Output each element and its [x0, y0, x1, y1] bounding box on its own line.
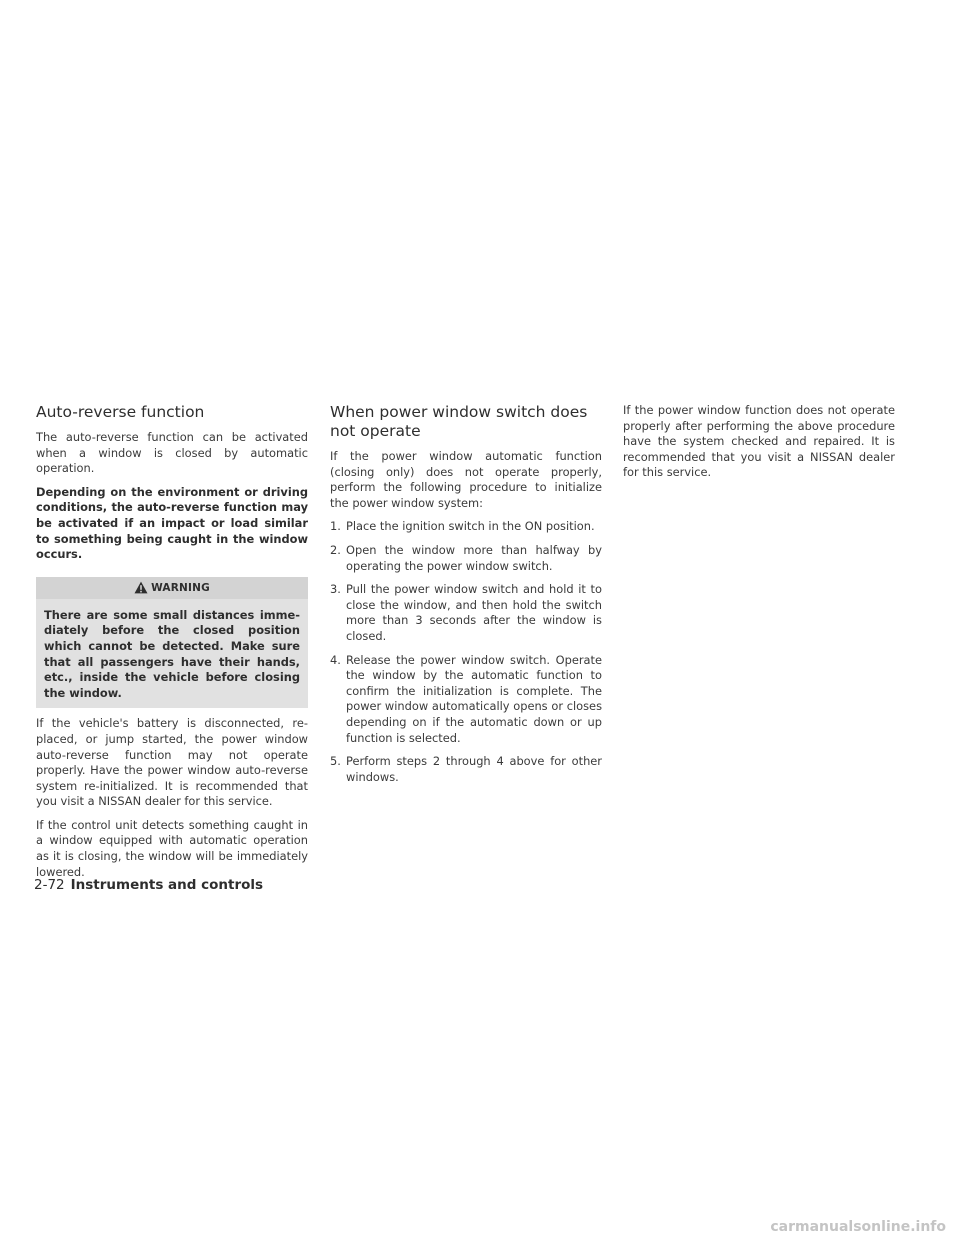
- section-heading-switch-not-operate: When power window switch does not operate: [330, 403, 588, 440]
- warning-title: WARNING: [151, 581, 210, 594]
- section-heading-auto-reverse: Auto-reverse function: [36, 403, 205, 421]
- step-number: 2.: [330, 542, 341, 557]
- step-text: Place the ignition switch in the ON position.: [346, 519, 595, 534]
- list-item: [330, 543, 602, 574]
- list-item: [330, 519, 602, 535]
- step-number: 4.: [330, 652, 341, 667]
- footer-section-title: Instruments and controls: [70, 877, 264, 893]
- initialization-steps: [330, 519, 602, 785]
- warning-text: There are some small distances immediately before the closed position which cannot be detected. Make sure that all passengers have their hands, etc., inside the vehicle before closing the window.: [44, 607, 300, 700]
- column-left: [36, 403, 308, 888]
- step-text: Perform steps 2 through 4 above for other windows.: [346, 754, 602, 784]
- list-item: [330, 653, 602, 747]
- closing-paragraph: If the power window function does not operate properly after performing the above procedure have the system checked and repaired. It is recommended that you visit a NISSAN dealer for this service.: [623, 403, 895, 480]
- auto-reverse-bold-note: Depending on the environment or driving conditions, the auto-reverse function may be activated if an impact or load similar to something being caught in the window occurs.: [36, 484, 308, 562]
- step-text: Open the window more than halfway by operating the power window switch.: [346, 542, 602, 573]
- page-number: 2-72: [34, 877, 65, 893]
- list-item: [330, 754, 602, 785]
- warning-box: [36, 577, 308, 709]
- control-unit-paragraph: If the control unit detects something caught in a window equipped with automatic operation as it is closing, the window will be immediately lowered.: [36, 817, 308, 879]
- watermark: carmanualsonline.info: [770, 1219, 946, 1235]
- step-text: Pull the power window switch and hold it to close the window, and then hold the switch more than 3 seconds after the window is closed.: [346, 582, 602, 643]
- step-number: 5.: [330, 754, 341, 769]
- auto-reverse-intro: The auto-reverse function can be activated when a window is closed by automatic operation.: [36, 430, 308, 476]
- warning-header: [36, 577, 308, 599]
- step-text: Release the power window switch. Operate the window by the automatic function to confirm the initialization is complete. The power window automatically opens or closes depending on if the automatic down or up function is selected.: [346, 652, 602, 745]
- warning-triangle-icon: [134, 581, 148, 594]
- switch-intro: If the power window automatic function (closing only) does not operate properly, perform the following procedure to initialize the power window system:: [330, 449, 602, 510]
- step-number: 3.: [330, 582, 341, 597]
- column-right: [623, 403, 895, 489]
- battery-paragraph: If the vehicle's battery is disconnected, replaced, or jump started, the power window auto-reverse function may not operate properly. Have the power window auto-reverse system re-initialized. It is recommended that you visit a NISSAN dealer for this service.: [36, 716, 308, 809]
- step-number: 1.: [330, 519, 341, 534]
- column-middle: [330, 403, 602, 793]
- page-footer: [34, 876, 263, 894]
- list-item: [330, 582, 602, 644]
